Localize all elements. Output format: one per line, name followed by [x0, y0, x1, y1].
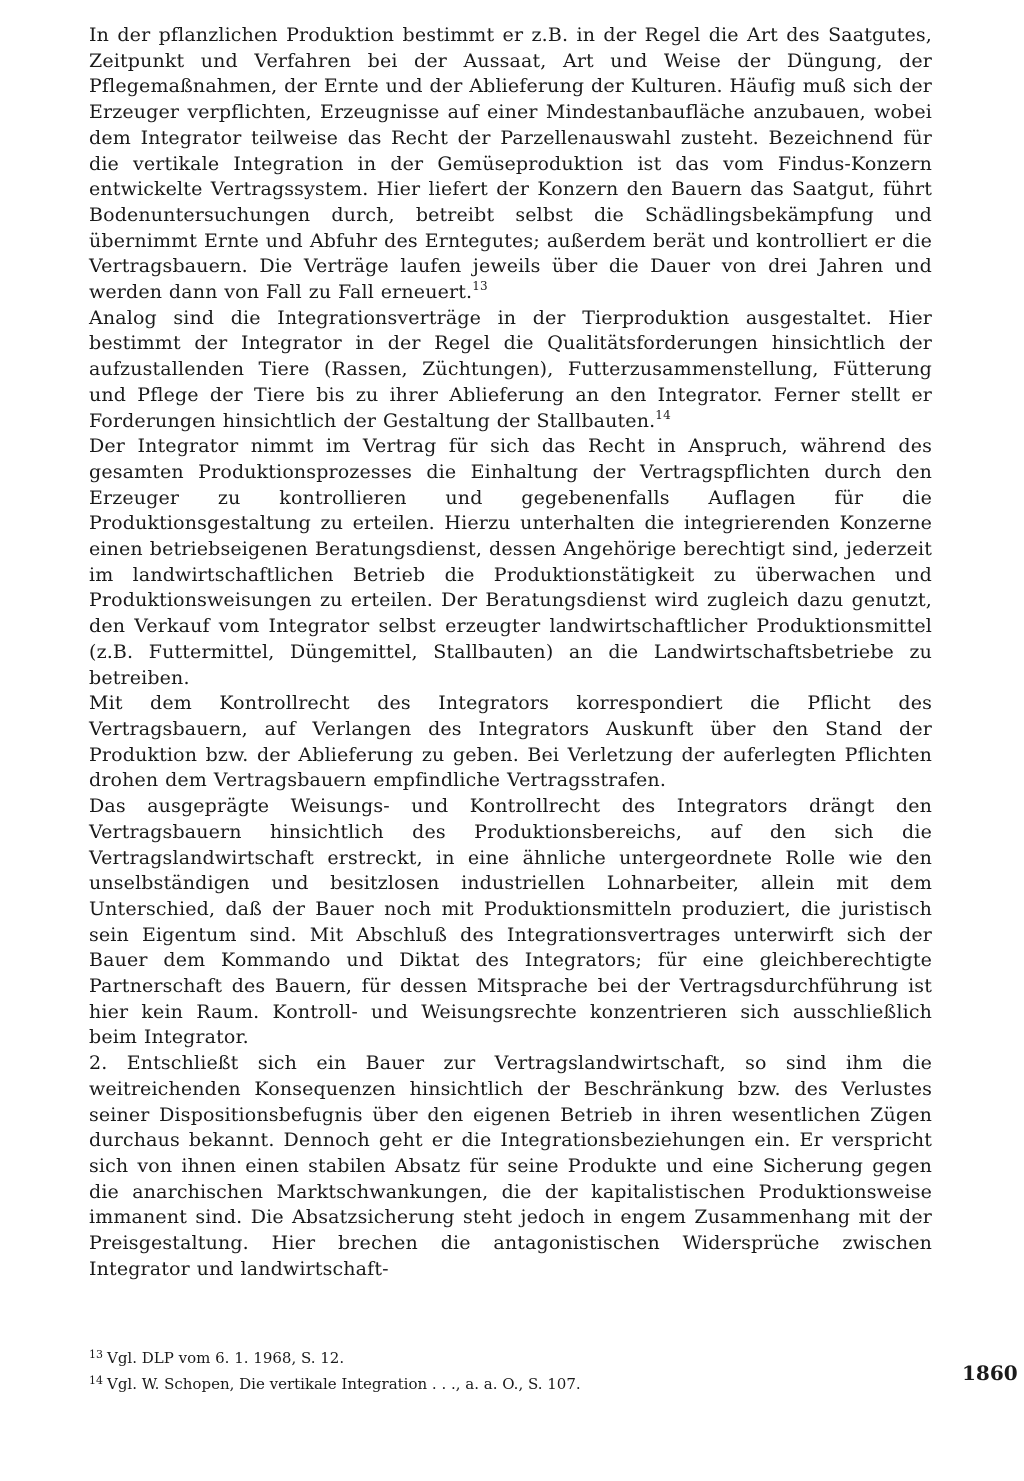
page-number: 1860 [962, 1361, 1018, 1385]
paragraph-3 [89, 434, 932, 691]
footnote-reference[interactable]: 14 [655, 407, 671, 422]
body-text [89, 23, 932, 1282]
paragraph-6 [89, 1051, 932, 1282]
paragraph-text: In der pflanzlichen Produktion bestimmt er z.B. in der Regel die Art des Saatgutes, Zeitpunkt und Verfahren bei der Aussaat, Art und Weise der Düngung, der Pflegemaßnahmen, der Ernte und der Ablieferung der Kulturen. Häufig muß sich der Erzeuger verpflichten, Erzeugnisse auf einer Mindestanbaufläche anzubauen, wobei dem Integrator teilweise das Recht der Parzellenauswahl zusteht. Bezeichnend für die vertikale Integration in der Gemüseproduktion ist das vom Findus-Konzern entwickelte Vertragssystem. Hier liefert der Konzern den Bauern das Saatgut, führt Bodenuntersuchungen durch, betreibt selbst die Schädlingsbekämpfung und übernimmt Ernte und Abfuhr des Erntegutes; außerdem berät und kontrolliert er die Vertragsbauern. Die Verträge laufen jeweils über die Dauer von drei Jahren und werden dann von Fall zu Fall erneuert. [89, 24, 932, 304]
footnote-number: 14 [89, 1374, 103, 1387]
footnotes [89, 1345, 789, 1397]
footnote-reference[interactable]: 13 [472, 279, 488, 294]
paragraph-text: Das ausgeprägte Weisungs- und Kontrollrecht des Integrators drängt den Vertragsbauern hinsichtlich des Produktionsbereichs, auf den sich die Vertragslandwirtschaft erstreckt, in eine ähnliche untergeordnete Rolle wie den unselbständigen und besitzlosen industriellen Lohnarbeiter, allein mit dem Unterschied, daß der Bauer noch mit Produktionsmitteln produziert, die juristisch sein Eigentum sind. Mit Abschluß des Integrationsvertrages unterwirft sich der Bauer dem Kommando und Diktat des Integrators; für eine gleichberechtigte Partnerschaft des Bauern, für dessen Mitsprache bei der Vertragsdurchführung ist hier kein Raum. Kontroll- und Weisungsrechte konzentrieren sich ausschließlich beim Integrator. [89, 795, 932, 1049]
footnote-13 [89, 1345, 789, 1371]
paragraph-text: Der Integrator nimmt im Vertrag für sich das Recht in Anspruch, während des gesamten Produktionsprozesses die Einhaltung der Vertragspflichten durch den Erzeuger zu kontrollieren und gegebenenfalls Auflagen für die Produktionsgestaltung zu erteilen. Hierzu unterhalten die integrierenden Konzerne einen betriebseigenen Beratungsdienst, dessen Angehörige berechtigt sind, jederzeit im landwirtschaftlichen Betrieb die Produktionstätigkeit zu überwachen und Produktionsweisungen zu erteilen. Der Beratungsdienst wird zugleich dazu genutzt, den Verkauf vom Integrator selbst erzeugter landwirtschaftlicher Produktionsmittel (z.B. Futtermittel, Düngemittel, Stallbauten) an die Landwirtschaftsbetriebe zu betreiben. [89, 435, 932, 689]
paragraph-2 [89, 306, 932, 435]
paragraph-text: 2. Entschließt sich ein Bauer zur Vertragslandwirtschaft, so sind ihm die weitreichenden Konsequenzen hinsichtlich der Beschränkung bzw. des Verlustes seiner Dispositionsbefugnis über den eigenen Betrieb in ihren wesentlichen Zügen durchaus bekannt. Dennoch geht er die Integrationsbeziehungen ein. Er verspricht sich von ihnen einen stabilen Absatz für seine Produkte und eine Sicherung gegen die anarchischen Marktschwankungen, die der kapitalistischen Produktionsweise immanent sind. Die Absatzsicherung steht jedoch in engem Zusammenhang mit der Preisgestaltung. Hier brechen die antagonistischen Widersprüche zwischen Integrator und landwirtschaft- [89, 1052, 932, 1280]
footnote-number: 13 [89, 1348, 103, 1361]
paragraph-1 [89, 23, 932, 306]
footnote-text: Vgl. DLP vom 6. 1. 1968, S. 12. [107, 1349, 345, 1367]
footnote-text: Vgl. W. Schopen, Die vertikale Integration . . ., a. a. O., S. 107. [107, 1375, 581, 1393]
paragraph-text: Analog sind die Integrationsverträge in der Tierproduktion ausgestaltet. Hier bestimmt der Integrator in der Regel die Qualitätsforderungen hinsichtlich der aufzustallenden Tiere (Rassen, Züchtungen), Futterzusammenstellung, Fütterung und Pflege der Tiere bis zu ihrer Ablieferung an den Integrator. Ferner stellt er Forderungen hinsichtlich der Gestaltung der Stallbauten. [89, 306, 932, 432]
paragraph-5 [89, 794, 932, 1051]
paragraph-4 [89, 691, 932, 794]
footnote-14 [89, 1371, 789, 1397]
paragraph-text: Mit dem Kontrollrecht des Integrators korrespondiert die Pflicht des Vertragsbauern, auf Verlangen des Integrators Auskunft über den Stand der Produktion bzw. der Ablieferung zu geben. Bei Verletzung der auferlegten Pflichten drohen dem Vertragsbauern empfindliche Vertragsstrafen. [89, 692, 932, 792]
